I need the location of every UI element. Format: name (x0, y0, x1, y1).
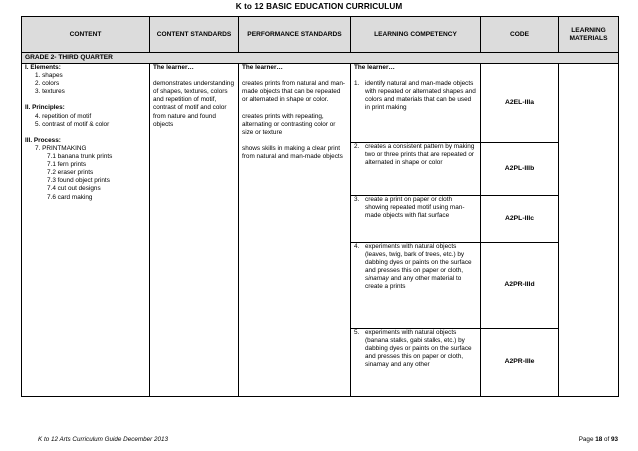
competency-number: 1. (354, 80, 360, 88)
performance-standards-text-1: creates prints from natural and man-made objects that can be repeated or alternated in shape or color. (242, 80, 346, 104)
list-item: 1. shapes (35, 72, 63, 80)
competency-text: creates a consistent pattern by making two or three prints that are repeated or alternated in shape or color (365, 143, 475, 167)
list-item: 4. repetition of motif (35, 112, 92, 120)
list-item: 7.3 found object prints (47, 177, 110, 185)
content-standards-lead: The learner… (153, 64, 194, 71)
competency-cell (351, 243, 481, 329)
competency-item (354, 80, 477, 112)
header-learning-materials: LEARNING MATERIALS (559, 17, 619, 53)
performance-standards-text-3: shows skills in making a clear print from natural and man-made objects (242, 144, 343, 161)
content-cell (22, 64, 150, 397)
code-cell: A2PL-IIIc (481, 196, 559, 243)
competency-cell (351, 196, 481, 243)
competency-text: experiments with natural objects (banana stalks, gabi stalks, etc.) by dabbing dyes or paints on the surface and presses this on paper or cloth, sinamay and any other (365, 329, 472, 369)
competency-text (365, 243, 477, 292)
document-title: K to 12 BASIC EDUCATION CURRICULUM (235, 2, 403, 11)
header-content-standards: CONTENT STANDARDS (150, 17, 239, 53)
process-heading: III. Process: (25, 136, 61, 144)
list-item: 5. contrast of motif & color (35, 120, 110, 128)
elements-heading: I. Elements: (25, 64, 61, 71)
section-label: GRADE 2- THIRD QUARTER (22, 53, 619, 64)
code-cell: A2PR-IIIe (481, 329, 559, 397)
list-item: 7. PRINTMAKING (35, 144, 87, 152)
page-prefix: Page (578, 436, 594, 443)
performance-standards-lead: The learner… (242, 64, 283, 71)
learning-materials-cell (559, 64, 619, 397)
competency-text-after: and any other material to create a prints (365, 275, 462, 291)
list-item: 7.4 cut out designs (47, 185, 101, 193)
competency-number: 5. (354, 329, 360, 336)
competency-text: create a print on paper or cloth showing repeated motif using man-made objects with flat surface (365, 196, 465, 220)
footer-guide: K to 12 Arts Curriculum Guide December 2013 (38, 436, 168, 443)
code-cell: A2EL-IIIa (481, 64, 559, 143)
competency-number: 4. (354, 243, 360, 250)
list-item: 7.1 fern prints (47, 161, 87, 169)
content-standards-text: demonstrates understanding of shapes, textures, colors and repetition of motif, contrast of motif and color from nature and found objects (153, 80, 235, 128)
table-row (22, 64, 619, 143)
page-current: 18 (595, 436, 603, 443)
header-content: CONTENT (22, 17, 150, 53)
list-item: 2. colors (35, 80, 60, 88)
competency-text: identify natural and man-made objects with repeated or alternated shapes and colors and materials that can be used in print making (365, 80, 476, 112)
principles-heading: II. Principles: (25, 104, 65, 112)
table-header-row (22, 17, 619, 53)
competency-item (354, 243, 477, 292)
list-item: 7.1 banana trunk prints (47, 153, 113, 161)
performance-standards-text-2: creates prints with repeating, alternating or contrasting color or size or texture (242, 112, 336, 136)
competency-number: 3. (354, 196, 360, 203)
competency-text-before: experiments with natural objects (leaves, twig, bark of trees, etc.) by dabbing dyes or paints on the surface and presses this on paper or cloth, (365, 243, 472, 275)
content-standards-cell (150, 64, 239, 397)
page-of: of (603, 436, 610, 443)
competency-item (354, 196, 477, 220)
competency-text-italic: sinamay (365, 275, 389, 283)
competency-cell (351, 329, 481, 397)
curriculum-table (21, 16, 619, 397)
list-item: 3. textures (35, 88, 65, 96)
section-row (22, 53, 619, 64)
code-cell: A2PL-IIIb (481, 143, 559, 196)
performance-standards-cell (239, 64, 351, 397)
list-item: 7.6 card making (47, 193, 93, 201)
header-code: CODE (481, 17, 559, 53)
competency-lead: The learner… (354, 64, 395, 71)
list-item: 7.2 eraser prints (47, 169, 94, 177)
competency-item (354, 143, 477, 167)
competency-cell (351, 143, 481, 196)
code-cell: A2PR-IIId (481, 243, 559, 329)
competency-number: 2. (354, 143, 360, 150)
header-learning-competency: LEARNING COMPETENCY (351, 17, 481, 53)
competency-cell (351, 64, 481, 143)
footer-page-number (579, 436, 618, 443)
competency-item (354, 329, 477, 369)
header-performance-standards: PERFORMANCE STANDARDS (239, 17, 351, 53)
page-total: 93 (610, 436, 618, 443)
